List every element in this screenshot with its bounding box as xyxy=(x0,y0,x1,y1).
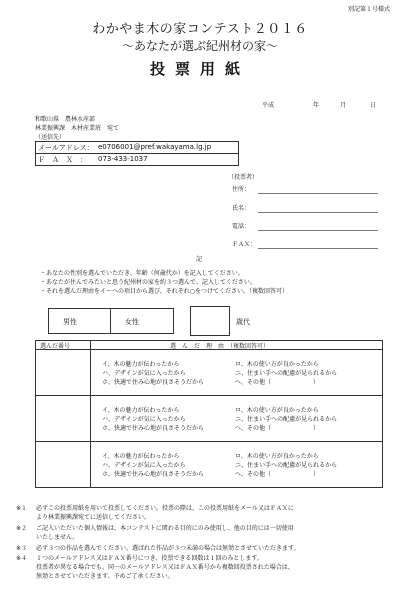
gender-divider xyxy=(110,308,111,334)
page-title: 投票用紙 xyxy=(149,60,250,78)
address-line2: 林業振興課 木材産業班 宛て xyxy=(35,125,120,132)
reason-ro[interactable]: ロ、木の使い方が良かったから xyxy=(235,453,319,460)
form-number: 別記第１号様式 xyxy=(347,6,390,13)
title-line2: ～あなたが選ぶ紀州材の家～ xyxy=(121,39,278,53)
date-year: 年 xyxy=(313,102,320,109)
reason-i[interactable]: イ、木の魅力が伝わったから xyxy=(102,361,180,368)
note-3-line1: 必ず３つの作品を選んでください。選ばれた作品が３つ未満の場合は無効とさせていただきます。 xyxy=(36,545,300,552)
date-day: 日 xyxy=(370,102,377,109)
table-row-1-number-cell[interactable] xyxy=(36,352,90,394)
gender-male-option[interactable]: 男性 xyxy=(63,318,77,326)
reason-i[interactable]: イ、木の魅力が伝わったから xyxy=(102,407,180,414)
reason-ho[interactable]: ホ、快適で住み心地が良さそうだから xyxy=(102,471,205,478)
address-line3: （送信先） xyxy=(35,134,66,141)
voter-name-field[interactable] xyxy=(258,212,378,213)
reason-ni[interactable]: ニ、住まい手への配慮が見られるから xyxy=(235,462,338,469)
fax-label: Ｆ Ａ Ｘ ： xyxy=(38,156,87,164)
note-4-mark: ※４ xyxy=(16,555,28,562)
gender-female-option[interactable]: 女性 xyxy=(125,318,139,326)
instruction-1: ・あなたの性別を選んでいただき、年齢（何歳代か）を記入してください。 xyxy=(40,270,244,277)
age-input-box[interactable] xyxy=(190,306,230,336)
address-line1: 和歌山県 農林水産部 xyxy=(35,116,96,123)
note-4-line3: 無効とさせていただきます。予めご了承ください。 xyxy=(36,573,174,580)
reason-ha[interactable]: ハ、デザインが気に入ったから xyxy=(102,416,186,423)
table-col2-header: 選 ん だ 理 由 （複数回答可） xyxy=(170,343,270,350)
voter-address-field[interactable] xyxy=(258,193,378,194)
instruction-2: ・あなたが住んでみたいと思う紀州材の家を約３つ選んで、記入してください。 xyxy=(40,279,256,286)
voter-header: （投票者） xyxy=(228,174,259,181)
table-row-2-number-cell[interactable] xyxy=(36,398,90,440)
reason-he[interactable]: へ、その他（ ） xyxy=(235,425,320,432)
title-line1: わかやま木の家コンテスト２０１６ xyxy=(92,22,308,37)
table-row-3-number-cell[interactable] xyxy=(36,444,90,486)
voter-fax-label: ＦＡＸ： xyxy=(232,241,257,248)
voter-name-label: 氏名： xyxy=(232,205,251,212)
table-column-divider xyxy=(90,340,91,488)
voter-phone-field[interactable] xyxy=(258,230,378,231)
instruction-3: ・それを選んだ理由をイ～への項目から選び、それぞれ○をつけてください。（複数回答可） xyxy=(40,288,288,295)
reason-ho[interactable]: ホ、快適で住み心地が良さそうだから xyxy=(102,425,205,432)
voter-phone-label: 電話： xyxy=(232,223,251,230)
table-row-divider-1 xyxy=(35,395,383,396)
date-month: 月 xyxy=(340,102,347,109)
reason-ha[interactable]: ハ、デザインが気に入ったから xyxy=(102,462,186,469)
voter-fax-field[interactable] xyxy=(258,248,378,249)
reason-he[interactable]: へ、その他（ ） xyxy=(235,379,320,386)
date-era: 平成 xyxy=(262,102,275,109)
reason-ho[interactable]: ホ、快適で住み心地が良さそうだから xyxy=(102,379,205,386)
reason-ro[interactable]: ロ、木の使い方が良かったから xyxy=(235,361,319,368)
email-label: メールアドレス： xyxy=(38,144,94,152)
table-col1-header: 選んだ番号 xyxy=(40,343,71,350)
note-4-line2: 投票者が異なる場合でも、同一のメールアドレス又はＦＡＸ番号から複数回投票された場合は、 xyxy=(36,564,294,571)
fax-value: 073-433-1037 xyxy=(98,155,148,163)
reason-ro[interactable]: ロ、木の使い方が良かったから xyxy=(235,407,319,414)
note-2-line1: ご記入いただいた個人情報は、本コンテストに関わる目的にのみ使用し、他の目的には一切使用 xyxy=(36,525,294,532)
reason-he[interactable]: へ、その他（ ） xyxy=(235,471,320,478)
table-row-divider-2 xyxy=(35,441,383,442)
contact-divider xyxy=(35,153,239,154)
reason-ha[interactable]: ハ、デザインが気に入ったから xyxy=(102,370,186,377)
note-2-line2: いたしません。 xyxy=(36,534,79,541)
ki-mark: 記 xyxy=(196,256,203,263)
reason-ni[interactable]: ニ、住まい手への配慮が見られるから xyxy=(235,370,338,377)
email-value: e0706001@pref.wakayama.lg.jp xyxy=(98,143,212,151)
note-2-mark: ※２ xyxy=(16,525,28,532)
note-3-mark: ※３ xyxy=(16,545,28,552)
reason-ni[interactable]: ニ、住まい手への配慮が見られるから xyxy=(235,416,338,423)
reason-i[interactable]: イ、木の魅力が伝わったから xyxy=(102,453,180,460)
note-1-mark: ※１ xyxy=(16,505,28,512)
age-suffix: 歳代 xyxy=(236,318,250,326)
note-1-line2: より林業振興課宛てに送信してください。 xyxy=(36,514,151,521)
note-4-line1: １つのメールアドレス又はＦＡＸ番号につき、投票できる回数は１回のみとします。 xyxy=(36,555,263,562)
note-1-line1: 必ずこの投票用紙を用いて投票してください。投票の際は、この投票用紙をメール又はＦＡＸに xyxy=(36,505,294,512)
voter-address-label: 住所： xyxy=(232,186,251,193)
